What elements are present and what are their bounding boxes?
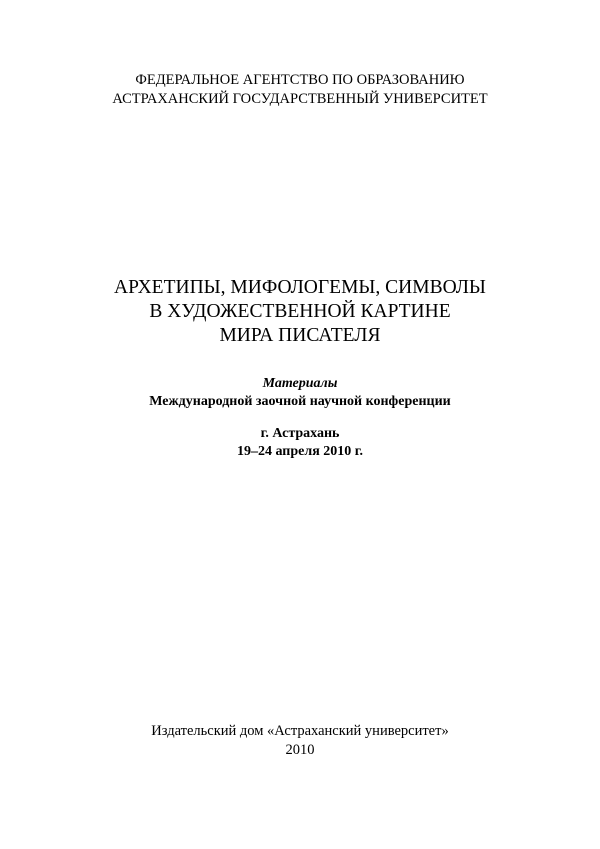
agency-header: [0, 71, 600, 109]
event-dates: 19–24 апреля 2010 г.: [236, 444, 364, 459]
title-line-3: МИРА ПИСАТЕЛЯ: [219, 325, 381, 346]
document-title: [0, 276, 600, 348]
event-info: [0, 425, 600, 461]
conference-name: Международной заочной научной конференции: [149, 394, 451, 409]
publisher-block: [0, 722, 600, 760]
publication-year: 2010: [285, 742, 315, 758]
event-city: г. Астрахань: [260, 426, 340, 441]
university-name: АСТРАХАНСКИЙ ГОСУДАРСТВЕННЫЙ УНИВЕРСИТЕТ: [112, 91, 488, 107]
title-line-2: В ХУДОЖЕСТВЕННОЙ КАРТИНЕ: [149, 301, 451, 322]
materials-label: Материалы: [262, 376, 338, 391]
agency-name: ФЕДЕРАЛЬНОЕ АГЕНТСТВО ПО ОБРАЗОВАНИЮ: [135, 72, 465, 88]
publisher-name: Издательский дом «Астраханский университет»: [151, 723, 449, 739]
materials-block: [0, 375, 600, 411]
title-line-1: АРХЕТИПЫ, МИФОЛОГЕМЫ, СИМВОЛЫ: [114, 277, 486, 298]
